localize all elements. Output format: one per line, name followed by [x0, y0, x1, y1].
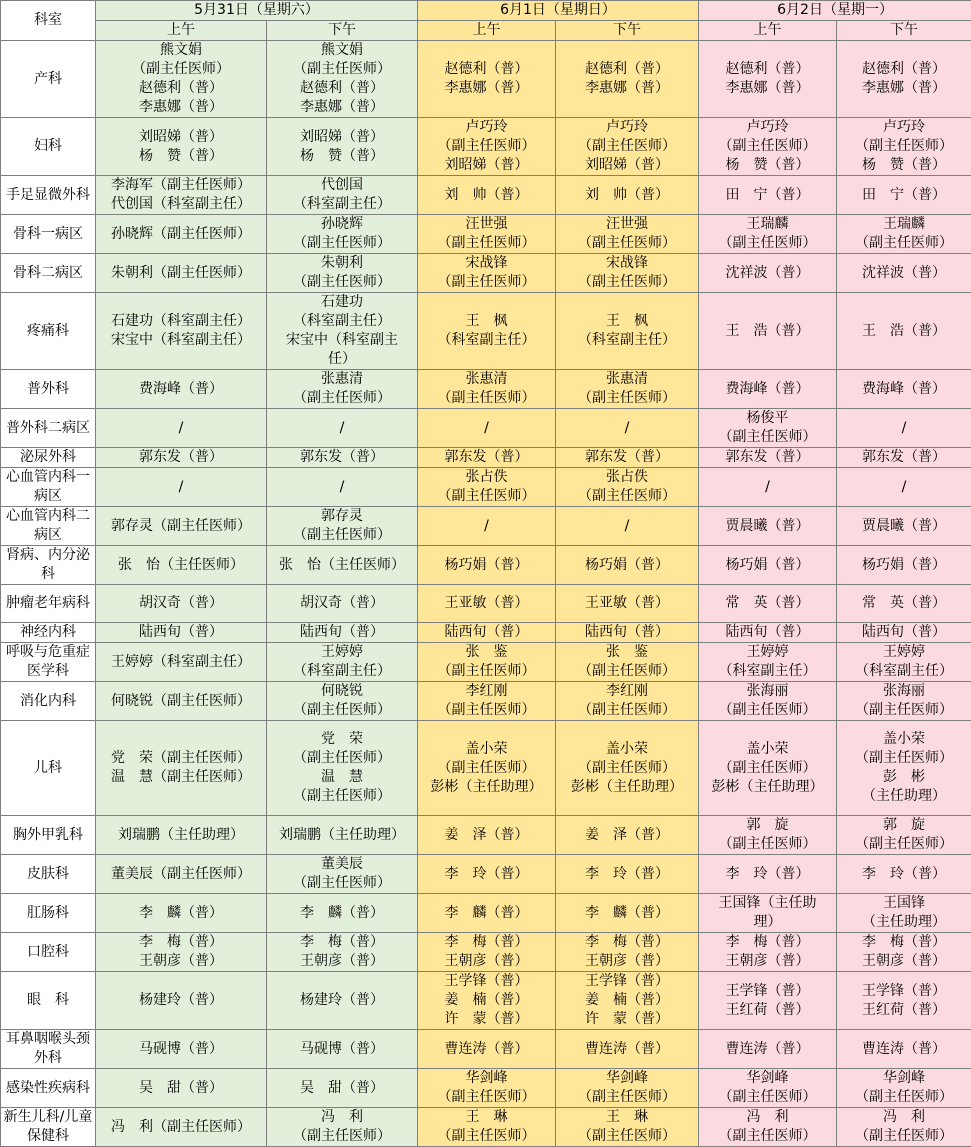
schedule-cell: 赵德利（普） 李惠娜（普）: [418, 41, 556, 118]
day-header-jun2: 6月2日（星期一）: [699, 1, 971, 21]
schedule-cell: 郭 旋 （副主任医师）: [699, 816, 837, 855]
schedule-cell: 王 浩（普）: [837, 293, 971, 370]
schedule-cell: 李 梅（普） 王朝彦（普）: [418, 933, 556, 972]
schedule-cell: 李 玲（普）: [837, 855, 971, 894]
schedule-cell: 王婷婷 （科室副主任）: [267, 643, 418, 682]
schedule-cell: 陆西旬（普）: [556, 623, 699, 643]
schedule-cell: 王 琳 （副主任医师）: [418, 1108, 556, 1147]
table-row: [1, 507, 971, 546]
period-am: 上午: [418, 21, 556, 41]
schedule-cell: 董美辰（副主任医师）: [96, 855, 267, 894]
schedule-cell: 李 麟（普）: [418, 894, 556, 933]
schedule-cell: 华剑峰 （副主任医师）: [418, 1069, 556, 1108]
table-row: [1, 409, 971, 448]
dept-name: 产科: [1, 41, 96, 118]
schedule-cell: 王亚敏（普）: [556, 585, 699, 623]
schedule-cell: 冯 利 （副主任医师）: [837, 1108, 971, 1147]
dept-name: 感染性疾病科: [1, 1069, 96, 1108]
schedule-cell: 李 梅（普） 王朝彦（普）: [267, 933, 418, 972]
schedule-cell: 董美辰 （副主任医师）: [267, 855, 418, 894]
schedule-cell: 王学锋（普） 姜 楠（普） 许 蒙（普）: [418, 972, 556, 1030]
schedule-cell: 汪世强 （副主任医师）: [556, 215, 699, 254]
period-pm: 下午: [556, 21, 699, 41]
schedule-cell: 陆西旬（普）: [267, 623, 418, 643]
schedule-cell: 李 玲（普）: [699, 855, 837, 894]
schedule-cell: 张惠清 （副主任医师）: [267, 370, 418, 409]
schedule-cell: 孙晓辉 （副主任医师）: [267, 215, 418, 254]
schedule-cell: 张 鉴 （副主任医师）: [556, 643, 699, 682]
schedule-cell: 郭东发（普）: [837, 448, 971, 468]
schedule-cell: 张海丽 （副主任医师）: [699, 682, 837, 721]
schedule-cell: 陆西旬（普）: [96, 623, 267, 643]
schedule-cell: 胡汉奇（普）: [96, 585, 267, 623]
schedule-cell: 常 英（普）: [837, 585, 971, 623]
schedule-cell: /: [96, 409, 267, 448]
schedule-cell: 卢巧玲 （副主任医师） 杨 赞（普）: [837, 118, 971, 176]
schedule-cell: 张 怡（主任医师）: [96, 546, 267, 585]
schedule-cell: 冯 利 （副主任医师）: [267, 1108, 418, 1147]
schedule-cell: 陆西旬（普）: [418, 623, 556, 643]
schedule-cell: 姜 泽（普）: [556, 816, 699, 855]
schedule-cell: 郭 旋 （副主任医师）: [837, 816, 971, 855]
schedule-cell: 刘昭娣（普） 杨 赞（普）: [96, 118, 267, 176]
schedule-cell: 杨巧娟（普）: [418, 546, 556, 585]
schedule-cell: 李红刚 （副主任医师）: [556, 682, 699, 721]
dept-name: 泌尿外科: [1, 448, 96, 468]
table-row: [1, 585, 971, 623]
schedule-cell: 华剑峰 （副主任医师）: [837, 1069, 971, 1108]
table-row: [1, 1108, 971, 1147]
schedule-cell: 费海峰（普）: [837, 370, 971, 409]
schedule-cell: 李海军（副主任医师） 代创国（科室副主任）: [96, 176, 267, 215]
table-row: [1, 855, 971, 894]
table-row: [1, 254, 971, 293]
schedule-cell: 宋战锋 （副主任医师）: [556, 254, 699, 293]
schedule-cell: 田 宁（普）: [837, 176, 971, 215]
dept-name: 胸外甲乳科: [1, 816, 96, 855]
schedule-cell: 郭存灵 （副主任医师）: [267, 507, 418, 546]
schedule-cell: 郭东发（普）: [699, 448, 837, 468]
schedule-cell: 刘瑞鹏（主任助理）: [267, 816, 418, 855]
schedule-cell: 张占佚 （副主任医师）: [556, 468, 699, 507]
schedule-cell: 张海丽 （副主任医师）: [837, 682, 971, 721]
schedule-cell: 刘瑞鹏（主任助理）: [96, 816, 267, 855]
dept-name: 耳鼻咽喉头颈外科: [1, 1030, 96, 1069]
table-row: [1, 370, 971, 409]
schedule-cell: 王国锋 （主任助理）: [837, 894, 971, 933]
schedule-cell: 郭东发（普）: [267, 448, 418, 468]
schedule-cell: 曹连涛（普）: [418, 1030, 556, 1069]
dept-name: 肾病、内分泌科: [1, 546, 96, 585]
schedule-cell: 李 麟（普）: [96, 894, 267, 933]
schedule-cell: 王亚敏（普）: [418, 585, 556, 623]
schedule-cell: 常 英（普）: [699, 585, 837, 623]
period-pm: 下午: [267, 21, 418, 41]
schedule-cell: 王 枫 （科室副主任）: [418, 293, 556, 370]
dept-name: 眼 科: [1, 972, 96, 1030]
schedule-cell: 张惠清 （副主任医师）: [418, 370, 556, 409]
dept-name: 消化内科: [1, 682, 96, 721]
schedule-cell: 张惠清 （副主任医师）: [556, 370, 699, 409]
schedule-cell: 王学锋（普） 姜 楠（普） 许 蒙（普）: [556, 972, 699, 1030]
schedule-cell: 杨俊平 （副主任医师）: [699, 409, 837, 448]
schedule-cell: 陆西旬（普）: [699, 623, 837, 643]
schedule-cell: 盖小荣 （副主任医师） 彭 彬 （主任助理）: [837, 721, 971, 816]
schedule-cell: 宋战锋 （副主任医师）: [418, 254, 556, 293]
schedule-cell: 党 荣（副主任医师） 温 慧（副主任医师）: [96, 721, 267, 816]
schedule-cell: 刘 帅（普）: [556, 176, 699, 215]
table-row: [1, 118, 971, 176]
schedule-cell: 姜 泽（普）: [418, 816, 556, 855]
schedule-cell: 李 麟（普）: [556, 894, 699, 933]
schedule-cell: 曹连涛（普）: [699, 1030, 837, 1069]
schedule-cell: 冯 利（副主任医师）: [96, 1108, 267, 1147]
schedule-cell: 张 怡（主任医师）: [267, 546, 418, 585]
schedule-cell: 冯 利 （副主任医师）: [699, 1108, 837, 1147]
table-row: [1, 215, 971, 254]
dept-name: 心血管内科一病区: [1, 468, 96, 507]
schedule-cell: 李 梅（普） 王朝彦（普）: [699, 933, 837, 972]
schedule-cell: 王 琳 （副主任医师）: [556, 1108, 699, 1147]
schedule-cell: /: [556, 409, 699, 448]
dept-name: 呼吸与危重症医学科: [1, 643, 96, 682]
schedule-cell: 王国锋（主任助 理）: [699, 894, 837, 933]
schedule-cell: 盖小荣 （副主任医师） 彭彬（主任助理）: [556, 721, 699, 816]
schedule-cell: 沈祥波（普）: [699, 254, 837, 293]
schedule-cell: 孙晓辉（副主任医师）: [96, 215, 267, 254]
dept-name: 普外科二病区: [1, 409, 96, 448]
table-row: [1, 1069, 971, 1108]
schedule-cell: 朱朝利 （副主任医师）: [267, 254, 418, 293]
dept-name: 妇科: [1, 118, 96, 176]
schedule-cell: /: [418, 507, 556, 546]
dept-name: 普外科: [1, 370, 96, 409]
schedule-cell: 贾晨曦（普）: [837, 507, 971, 546]
schedule-cell: 王学锋（普） 王红荷（普）: [837, 972, 971, 1030]
dept-name: 神经内科: [1, 623, 96, 643]
schedule-cell: 胡汉奇（普）: [267, 585, 418, 623]
table-row: [1, 816, 971, 855]
schedule-cell: 王婷婷 （科室副主任）: [699, 643, 837, 682]
day-header-may31: 5月31日（星期六）: [96, 1, 418, 21]
schedule-cell: 刘昭娣（普） 杨 赞（普）: [267, 118, 418, 176]
schedule-cell: 李 梅（普） 王朝彦（普）: [556, 933, 699, 972]
schedule-cell: 党 荣 （副主任医师） 温 慧 （副主任医师）: [267, 721, 418, 816]
schedule-cell: 王学锋（普） 王红荷（普）: [699, 972, 837, 1030]
dept-name: 新生儿科/儿童保健科: [1, 1108, 96, 1147]
schedule-cell: 王婷婷 （科室副主任）: [837, 643, 971, 682]
schedule-cell: 李 梅（普） 王朝彦（普）: [96, 933, 267, 972]
schedule-cell: 何晓锐（副主任医师）: [96, 682, 267, 721]
schedule-cell: 熊文娟 （副主任医师） 赵德利（普） 李惠娜（普）: [96, 41, 267, 118]
schedule-cell: 李 玲（普）: [418, 855, 556, 894]
dept-name: 手足显微外科: [1, 176, 96, 215]
period-am: 上午: [699, 21, 837, 41]
schedule-cell: /: [837, 409, 971, 448]
schedule-cell: 李红刚 （副主任医师）: [418, 682, 556, 721]
schedule-cell: 王 浩（普）: [699, 293, 837, 370]
table-row: [1, 894, 971, 933]
schedule-cell: 张 鉴 （副主任医师）: [418, 643, 556, 682]
schedule-cell: 赵德利（普） 李惠娜（普）: [837, 41, 971, 118]
schedule-cell: 郭东发（普）: [418, 448, 556, 468]
dept-name: 肛肠科: [1, 894, 96, 933]
dept-name: 骨科二病区: [1, 254, 96, 293]
schedule-cell: 朱朝利（副主任医师）: [96, 254, 267, 293]
day-header-jun1: 6月1日（星期日）: [418, 1, 699, 21]
dept-name: 骨科一病区: [1, 215, 96, 254]
schedule-cell: /: [267, 409, 418, 448]
schedule-cell: 吴 甜（普）: [96, 1069, 267, 1108]
schedule-cell: 石建功 （科室副主任） 宋宝中（科室副主 任）: [267, 293, 418, 370]
schedule-cell: 马砚博（普）: [96, 1030, 267, 1069]
schedule-cell: 费海峰（普）: [96, 370, 267, 409]
table-row: [1, 176, 971, 215]
table-row: [1, 721, 971, 816]
schedule-cell: 陆西旬（普）: [837, 623, 971, 643]
dept-name: 肿瘤老年病科: [1, 585, 96, 623]
table-row: [1, 933, 971, 972]
schedule-cell: 卢巧玲 （副主任医师） 杨 赞（普）: [699, 118, 837, 176]
table-row: [1, 293, 971, 370]
schedule-cell: /: [699, 468, 837, 507]
schedule-cell: 何晓锐 （副主任医师）: [267, 682, 418, 721]
schedule-cell: 王婷婷（科室副主任）: [96, 643, 267, 682]
schedule-cell: 张占佚 （副主任医师）: [418, 468, 556, 507]
table-row: [1, 41, 971, 118]
schedule-cell: 曹连涛（普）: [837, 1030, 971, 1069]
schedule-cell: 杨巧娟（普）: [837, 546, 971, 585]
dept-name: 口腔科: [1, 933, 96, 972]
dept-header: 科室: [1, 1, 96, 41]
table-row: [1, 448, 971, 468]
schedule-cell: /: [418, 409, 556, 448]
schedule-cell: /: [267, 468, 418, 507]
dept-name: 疼痛科: [1, 293, 96, 370]
schedule-cell: 马砚博（普）: [267, 1030, 418, 1069]
schedule-cell: 盖小荣 （副主任医师） 彭彬（主任助理）: [418, 721, 556, 816]
schedule-cell: 杨巧娟（普）: [699, 546, 837, 585]
schedule-cell: 王瑞麟 （副主任医师）: [699, 215, 837, 254]
schedule-cell: 李 玲（普）: [556, 855, 699, 894]
period-am: 上午: [96, 21, 267, 41]
schedule-cell: 郭东发（普）: [96, 448, 267, 468]
header-date-row: [1, 1, 971, 21]
schedule-cell: 卢巧玲 （副主任医师） 刘昭娣（普）: [556, 118, 699, 176]
table-row: [1, 1030, 971, 1069]
schedule-cell: 田 宁（普）: [699, 176, 837, 215]
schedule-cell: 杨建玲（普）: [96, 972, 267, 1030]
schedule-cell: 曹连涛（普）: [556, 1030, 699, 1069]
schedule-cell: 李 麟（普）: [267, 894, 418, 933]
table-row: [1, 643, 971, 682]
table-row: [1, 546, 971, 585]
schedule-cell: 代创国 （科室副主任）: [267, 176, 418, 215]
schedule-cell: 郭存灵（副主任医师）: [96, 507, 267, 546]
header-period-row: [1, 21, 971, 41]
period-pm: 下午: [837, 21, 971, 41]
table-row: [1, 623, 971, 643]
table-row: [1, 972, 971, 1030]
schedule-cell: 刘 帅（普）: [418, 176, 556, 215]
schedule-cell: 汪世强 （副主任医师）: [418, 215, 556, 254]
dept-name: 皮肤科: [1, 855, 96, 894]
schedule-cell: 沈祥波（普）: [837, 254, 971, 293]
schedule-cell: 卢巧玲 （副主任医师） 刘昭娣（普）: [418, 118, 556, 176]
schedule-cell: 郭东发（普）: [556, 448, 699, 468]
schedule-cell: 杨巧娟（普）: [556, 546, 699, 585]
schedule-cell: /: [556, 507, 699, 546]
schedule-cell: 王 枫 （科室副主任）: [556, 293, 699, 370]
schedule-cell: 赵德利（普） 李惠娜（普）: [699, 41, 837, 118]
schedule-cell: /: [96, 468, 267, 507]
schedule-cell: 石建功（科室副主任） 宋宝中（科室副主任）: [96, 293, 267, 370]
schedule-cell: 贾晨曦（普）: [699, 507, 837, 546]
table-row: [1, 468, 971, 507]
dept-name: 儿科: [1, 721, 96, 816]
schedule-cell: 华剑峰 （副主任医师）: [556, 1069, 699, 1108]
schedule-cell: 吴 甜（普）: [267, 1069, 418, 1108]
schedule-cell: 华剑峰 （副主任医师）: [699, 1069, 837, 1108]
schedule-cell: 盖小荣 （副主任医师） 彭彬（主任助理）: [699, 721, 837, 816]
dept-name: 心血管内科二病区: [1, 507, 96, 546]
schedule-cell: 费海峰（普）: [699, 370, 837, 409]
schedule-cell: 熊文娟 （副主任医师） 赵德利（普） 李惠娜（普）: [267, 41, 418, 118]
schedule-cell: 李 梅（普） 王朝彦（普）: [837, 933, 971, 972]
schedule-cell: 杨建玲（普）: [267, 972, 418, 1030]
schedule-cell: /: [837, 468, 971, 507]
schedule-cell: 王瑞麟 （副主任医师）: [837, 215, 971, 254]
table-row: [1, 682, 971, 721]
schedule-cell: 赵德利（普） 李惠娜（普）: [556, 41, 699, 118]
